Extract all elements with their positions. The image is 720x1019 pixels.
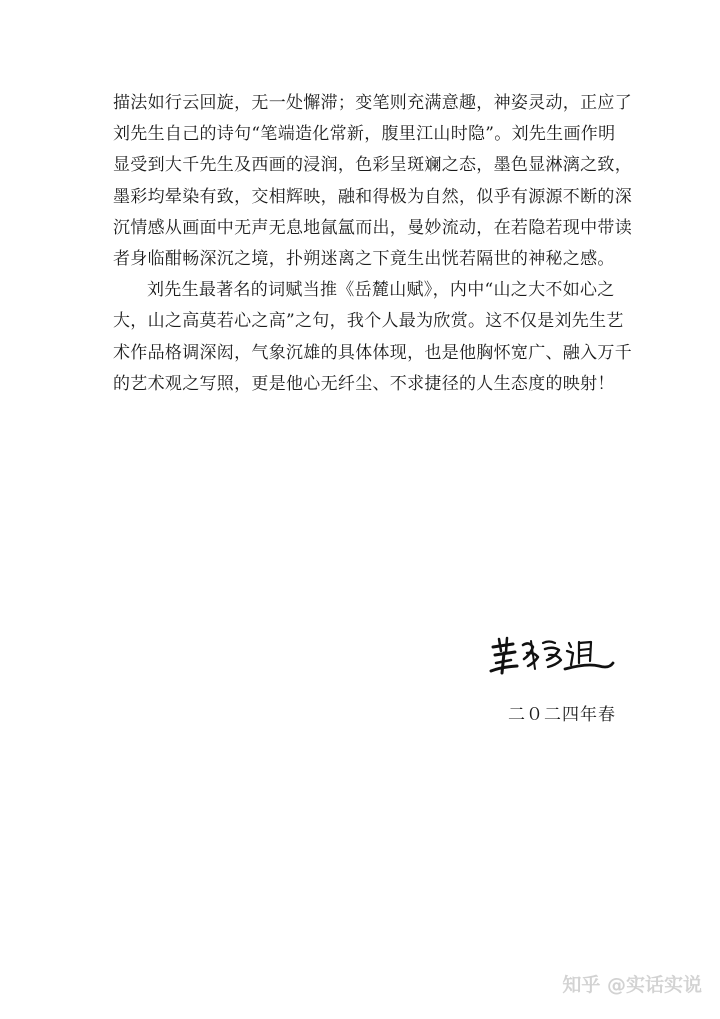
- text-line: 的艺术观之写照，更是他心无纤尘、不求捷径的人生态度的映射！: [113, 373, 615, 394]
- text-line: 刘先生自己的诗句“笔端造化常新，腹里江山时隐”。刘先生画作明: [113, 124, 616, 145]
- body-text: [113, 88, 632, 400]
- paragraph-2: [113, 275, 632, 400]
- text-line: 显受到大千先生及西画的浸润，色彩呈斑斓之态，墨色显淋漓之致，: [113, 155, 632, 176]
- text-line: 大，山之高莫若心之高”之句，我个人最为欣赏。这不仅是刘先生艺: [113, 311, 624, 332]
- text-line: 描法如行云回旋，无一处懈滞；变笔则充满意趣，神姿灵动，正应了: [113, 93, 632, 113]
- text-line: 墨彩均晕染有致，交相辉映，融和得极为自然，似乎有源源不断的深: [113, 186, 632, 207]
- handwritten-signature: [487, 633, 617, 679]
- paragraph-1: [113, 88, 632, 275]
- text-line: 沉情感从画面中无声无息地氤氲而出，曼妙流动，在若隐若现中带读: [113, 217, 632, 238]
- zhihu-watermark: 知乎 @实话实说: [562, 974, 702, 996]
- text-line: 者身临酣畅深沉之境，扑朔迷离之下竟生出恍若隔世的神秘之感。: [113, 248, 615, 269]
- text-line: 术作品格调深闳，气象沉雄的具体体现，也是他胸怀宽广、融入万千: [113, 342, 632, 363]
- text-line: 刘先生最著名的词赋当推《岳麓山赋》，内中“山之大不如心之: [147, 280, 615, 301]
- signature-date: 二０二四年春: [508, 705, 616, 725]
